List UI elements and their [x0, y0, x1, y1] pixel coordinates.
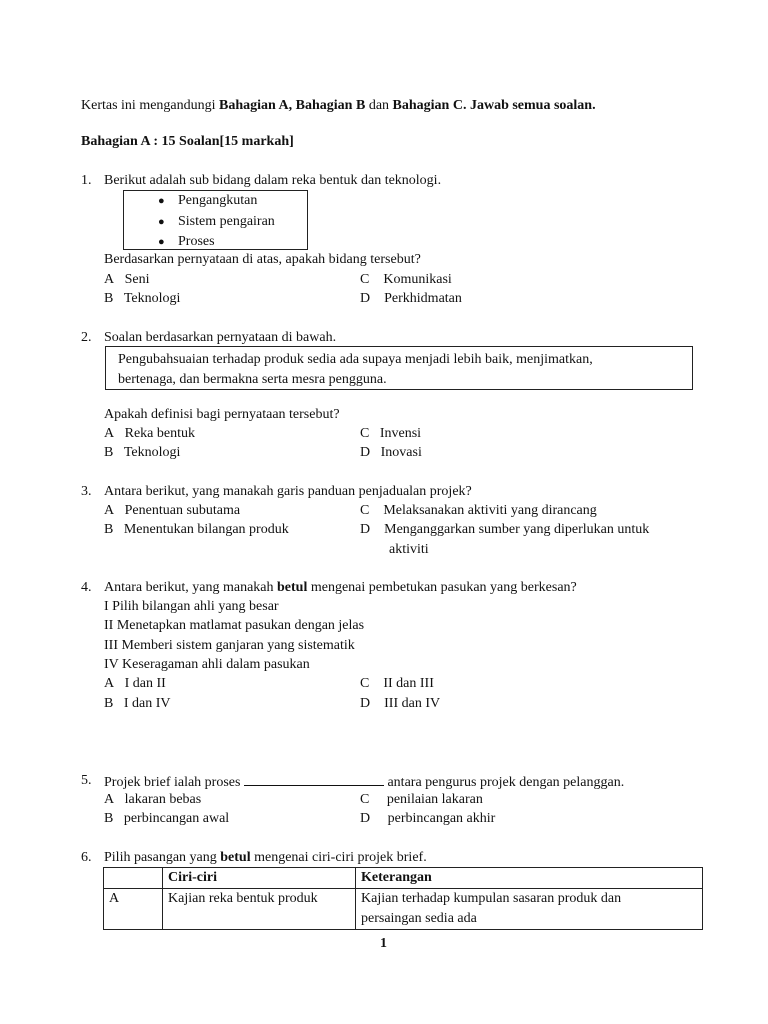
option-a: A I dan II: [104, 676, 166, 691]
question-text: Pilih pasangan yang betul mengenai ciri-ciri projek brief.: [104, 850, 427, 865]
statement-item: I Pilih bilangan ahli yang besar: [104, 599, 279, 614]
question-prompt: Apakah definisi bagi pernyataan tersebut?: [104, 407, 340, 422]
option-b: B Teknologi: [104, 445, 181, 460]
statement-item: III Memberi sistem ganjaran yang sistematik: [104, 638, 355, 653]
instructions: Kertas ini mengandungi Bahagian A, Bahagian B dan Bahagian C. Jawab semua soalan.: [81, 98, 596, 113]
question-text: Projek brief ialah proses antara pengurus projek dengan pelanggan.: [104, 771, 624, 792]
table-header-row: [104, 868, 703, 889]
question-text: Antara berikut, yang manakah garis panduan penjadualan projek?: [104, 484, 472, 499]
question-text: Berikut adalah sub bidang dalam reka bentuk dan teknologi.: [104, 173, 442, 188]
statement-item: II Menetapkan matlamat pasukan dengan jelas: [104, 618, 365, 633]
question-number: 4.: [81, 580, 92, 595]
option-b: B I dan IV: [104, 696, 171, 711]
statement-line: Pengubahsuaian terhadap produk sedia ada supaya menjadi lebih baik, menjimatkan,: [118, 352, 593, 367]
option-a: A lakaran bebas: [104, 792, 202, 807]
page-number: 1: [380, 936, 387, 951]
option-d-continued: aktiviti: [389, 542, 429, 557]
table-cell: Kajian terhadap kumpulan sasaran produk dan persaingan sedia ada: [356, 889, 703, 930]
option-c: C penilaian lakaran: [360, 792, 483, 807]
option-b: B perbincangan awal: [104, 811, 230, 826]
table-cell: A: [104, 889, 163, 930]
criteria-table: [103, 867, 703, 930]
table-header: [104, 868, 163, 889]
bullet-icon: ●: [158, 236, 165, 248]
question-text: Soalan berdasarkan pernyataan di bawah.: [104, 330, 337, 345]
question-number: 3.: [81, 484, 92, 499]
option-a: A Reka bentuk: [104, 426, 195, 441]
question-number: 1.: [81, 173, 92, 188]
option-b: B Teknologi: [104, 291, 181, 306]
table-header: Keterangan: [356, 868, 703, 889]
option-b: B Menentukan bilangan produk: [104, 522, 289, 537]
option-d: D Menganggarkan sumber yang diperlukan untuk: [360, 522, 650, 537]
table-header: Ciri-ciri: [163, 868, 356, 889]
question-prompt: Berdasarkan pernyataan di atas, apakah bidang tersebut?: [104, 252, 421, 267]
blank-line: [244, 771, 384, 786]
option-c: C Komunikasi: [360, 272, 452, 287]
statement-line: bertenaga, dan bermakna serta mesra pengguna.: [118, 372, 387, 387]
question-number: 6.: [81, 850, 92, 865]
option-d: D III dan IV: [360, 696, 441, 711]
section-title: Bahagian A : 15 Soalan[15 markah]: [81, 134, 294, 149]
statement-item: IV Keseragaman ahli dalam pasukan: [104, 657, 310, 672]
option-c: C II dan III: [360, 676, 434, 691]
option-d: D Perkhidmatan: [360, 291, 462, 306]
list-item: Pengangkutan: [178, 193, 258, 208]
question-text: Antara berikut, yang manakah betul mengenai pembetukan pasukan yang berkesan?: [104, 580, 577, 595]
table-row: [104, 889, 703, 930]
option-d: D perbincangan akhir: [360, 811, 496, 826]
bullet-icon: ●: [158, 216, 165, 228]
option-d: D Inovasi: [360, 445, 422, 460]
table-cell: Kajian reka bentuk produk: [163, 889, 356, 930]
option-a: A Penentuan subutama: [104, 503, 241, 518]
list-item: Proses: [178, 234, 215, 249]
option-c: C Invensi: [360, 426, 422, 441]
option-a: A Seni: [104, 272, 150, 287]
question-number: 2.: [81, 330, 92, 345]
option-c: C Melaksanakan aktiviti yang dirancang: [360, 503, 597, 518]
bullet-icon: ●: [158, 195, 165, 207]
question-number: 5.: [81, 773, 92, 788]
list-item: Sistem pengairan: [178, 214, 275, 229]
